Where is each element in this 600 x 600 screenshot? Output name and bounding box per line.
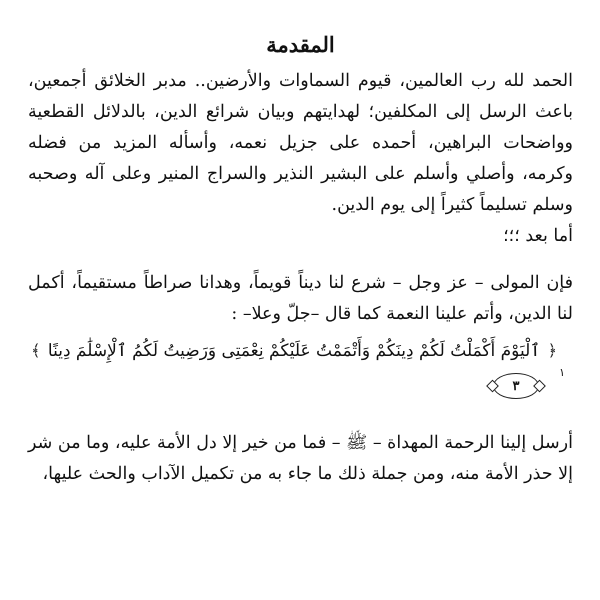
amma-bad-line: أما بعد ؛؛؛ bbox=[503, 226, 573, 246]
page-title: المقدمة bbox=[266, 32, 335, 57]
footnote-marker: ١ bbox=[559, 366, 565, 379]
ayah-number-medallion: ٣ bbox=[493, 373, 539, 399]
ayah-marker-row bbox=[28, 366, 573, 406]
verse-text: ٱلْيَوْمَ أَكْمَلْتُ لَكُمْ دِينَكُمْ وَأَتْمَمْتُ عَلَيْكُمْ نِعْمَتِى وَرَضِيتُ لَكُمُ ٱلْإِسْلَٰمَ دِينًا bbox=[47, 341, 541, 361]
verse-open-bracket: ﴿ bbox=[547, 341, 557, 360]
main-paragraph: فإن المولى – عز وجل – شرع لنا ديناً قويماً، وهدانا صراطاً مستقيماً، أكمل لنا الدين، وأتم علينا النعمة كما قال –جلّ وعلا– : bbox=[28, 273, 573, 324]
quran-verse bbox=[28, 336, 573, 366]
document-page bbox=[28, 30, 573, 490]
last-paragraph: أرسل إلينا الرحمة المهداة – ﷺ – فما من خير إلا دل الأمة عليه، وما من شر إلا حذر الأمة منه، ومن جملة ذلك ما جاء به من تكميل الآداب والحث عليها، bbox=[28, 433, 573, 484]
verse-close-bracket: ﴾ bbox=[31, 341, 41, 360]
intro-paragraph: الحمد لله رب العالمين، قيوم السماوات والأرضين.. مدبر الخلائق أجمعين، باعث الرسل إلى المكلفين؛ لهدايتهم وبيان شرائع الدين، بالدلائل القطعية وواضحات البراهين، أحمده على جزيل نعمه، وأسأله المزيد من فضله وكرمه، وأصلي وأسلم على البشير النذير والسراج المنير وعلى آله وصحبه وسلم تسليماً كثيراً إلى يوم الدين. bbox=[28, 71, 573, 215]
